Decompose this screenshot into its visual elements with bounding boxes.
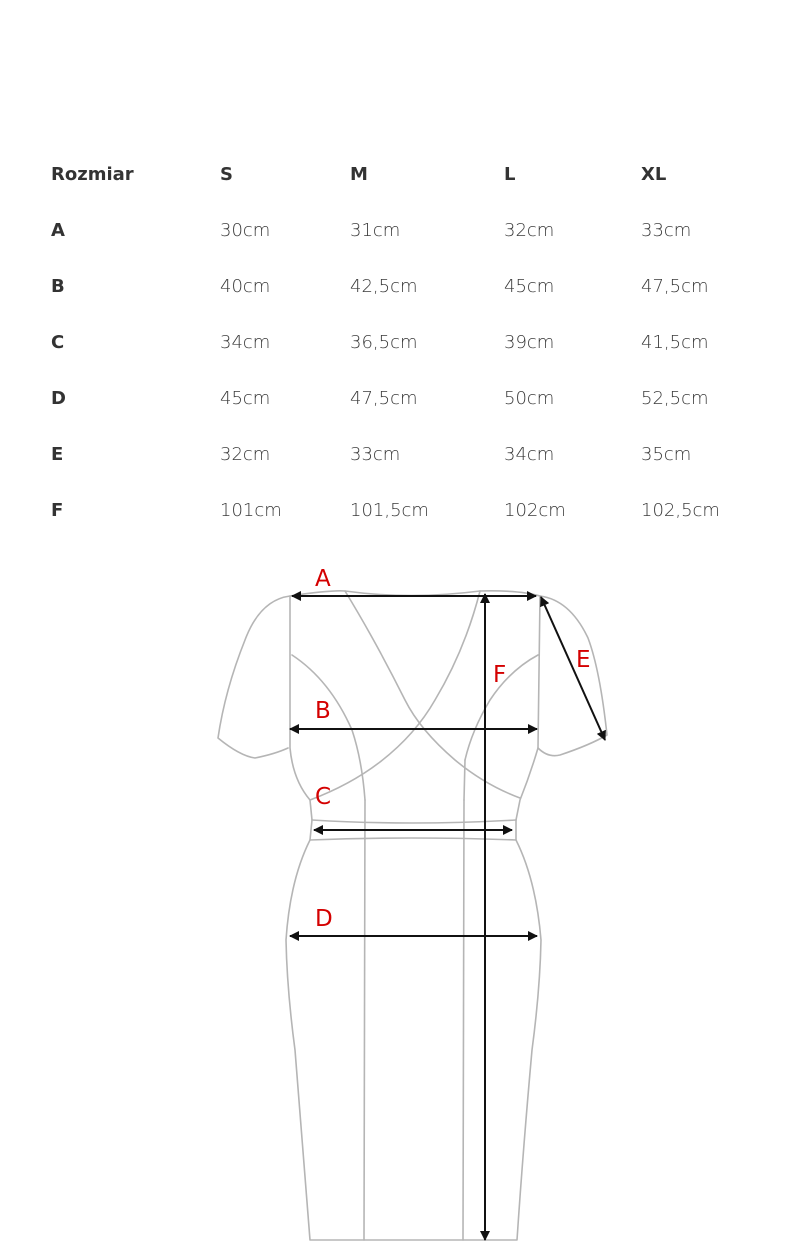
label-b: B xyxy=(315,698,331,724)
table-cell: 42,5cm xyxy=(350,276,418,297)
header-m: M xyxy=(350,164,368,185)
row-label: B xyxy=(51,276,65,297)
label-c: C xyxy=(315,784,332,810)
table-cell: 45cm xyxy=(504,276,555,297)
label-f: F xyxy=(493,662,507,688)
header-s: S xyxy=(220,164,233,185)
measurement-arrows xyxy=(290,594,605,1240)
table-cell: 52,5cm xyxy=(641,388,709,409)
table-cell: 36,5cm xyxy=(350,332,418,353)
table-cell: 31cm xyxy=(350,220,401,241)
arrow-e xyxy=(541,597,605,740)
table-cell: 32cm xyxy=(504,220,555,241)
table-cell: 102cm xyxy=(504,500,566,521)
table-cell: 45cm xyxy=(220,388,271,409)
table-cell: 39cm xyxy=(504,332,555,353)
table-cell: 33cm xyxy=(641,220,692,241)
table-cell: 32cm xyxy=(220,444,271,465)
dress-outline xyxy=(218,591,607,1240)
table-cell: 35cm xyxy=(641,444,692,465)
table-cell: 41,5cm xyxy=(641,332,709,353)
label-a: A xyxy=(315,566,331,592)
header-xl: XL xyxy=(641,164,667,185)
header-l: L xyxy=(504,164,516,185)
table-cell: 101cm xyxy=(220,500,282,521)
table-cell: 34cm xyxy=(504,444,555,465)
table-cell: 30cm xyxy=(220,220,271,241)
row-label: C xyxy=(51,332,65,353)
table-cell: 33cm xyxy=(350,444,401,465)
table-cell: 34cm xyxy=(220,332,271,353)
measurement-labels xyxy=(315,566,591,932)
label-d: D xyxy=(315,906,333,932)
row-label: D xyxy=(51,388,66,409)
row-label: F xyxy=(51,500,64,521)
table-cell: 40cm xyxy=(220,276,271,297)
row-label: A xyxy=(51,220,65,241)
table-cell: 101,5cm xyxy=(350,500,429,521)
row-label: E xyxy=(51,444,64,465)
header-size: Rozmiar xyxy=(51,164,134,185)
table-cell: 47,5cm xyxy=(350,388,418,409)
table-cell: 102,5cm xyxy=(641,500,720,521)
table-cell: 50cm xyxy=(504,388,555,409)
table-cell: 47,5cm xyxy=(641,276,709,297)
label-e: E xyxy=(576,647,591,673)
